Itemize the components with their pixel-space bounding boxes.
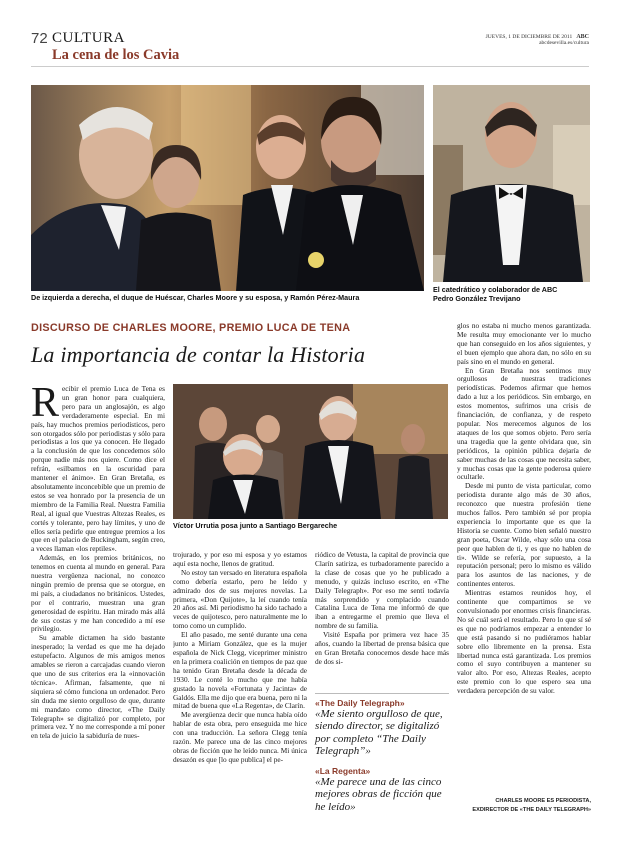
pull-quote-text: «Me siento orgulloso de que, siendo director, se digitalizó por completo “The Daily Telegraph”» <box>315 708 443 758</box>
pull-quote-text: «Me parece una de las cinco mejores obras de ficción que he leído» <box>315 776 442 813</box>
header-rule <box>31 66 589 67</box>
brand-name: ABC <box>576 34 589 40</box>
article-paragraph: No estoy tan versado en literatura española como debería estarlo, pero he leído y admirado dos de sus mejores novelas. La primera, «Don Quijote», la leí cuando tenía 20 años así. Mi periodismo ha sido tachado a veces de quijotesco, pero naturalmente me lo tomo como un cumplido. <box>173 567 307 631</box>
main-photo-caption: De izquierda a derecha, el duque de Huéscar, Charles Moore y su esposa, y Ramón Pérez-Maura <box>31 293 360 302</box>
side-photo-caption <box>433 285 593 303</box>
article-paragraph: En Gran Bretaña nos sentimos muy orgullosos de nuestras tradiciones periodísticas. Podemos afirmar que hemos dado a luz a los periódicos. Sin embargo, en estos momentos, sufrimos una crisis de financiación, de confianza, y de respeto popular. Nos merecemos algunos de los ataques de los que somos objeto. Pero sería una tragedia que la gente olvidara que, sin periódicos, la opinión pública dejaría de saber muchas de las cosas que necesita saber, y muchas cosas que la gente poderosa quiere ocultarle. <box>457 365 591 482</box>
article-headline: La importancia de contar la Historia <box>31 342 366 367</box>
article-paragraph: Visité España por primera vez hace 35 años, cuando la libertad de prensa básica que en Gran Bretaña conocemos desde hace más de dos si- <box>315 630 449 666</box>
article-column-3 <box>315 551 449 689</box>
article-paragraph: riódico de Vetusta, la capital de provincia que Clarín satiriza, es turbadoramente parecido a la clase de cosas que yo he publicado a menudo, y quizás incluso escrito, en «The Daily Telegraph». Por eso me sentí todavía más sorprendido y complacido cuando Catalina Luca de Tena me informó de que iban a entregarme el premio que lleva el nombre de su familia. <box>315 551 449 631</box>
subsection-title: La cena de los Cavia <box>52 47 180 63</box>
pull-quote-1 <box>315 698 449 758</box>
inline-photo-image <box>173 384 448 519</box>
article-paragraph: Su amable dictamen ha sido bastante inesperado; la verdad es que me ha dejado estupefacto. Algunos de mis amigos menos amables se rieron a carcajadas cuando vieron que uno de sus criterios era la «innovación técnica». Afirman, falsamente, que ni siquiera sé cómo funciona un ordenador. Pero sin duda me siento orgulloso de que, durante mi mandato como director, «The Daily Telegraph» se digitalizó por completo, por primera vez. Y no me corresponde a mí poner en tela de juicio la sabiduría de nues- <box>31 633 165 741</box>
page-number: 72 <box>31 30 48 47</box>
author-byline <box>457 797 591 815</box>
side-caption-line-2: Pedro González Trevijano <box>433 294 521 303</box>
pull-quote-label: «The Daily Telegraph» <box>315 698 405 708</box>
article-paragraph: Además, en los premios británicos, no tenemos en cuenta al mundo en general. Para nuestra vergüenza nacional, no conozco ningún premio de prensa que se otorgue, en mi país, a ciudadanos no británicos. Ustedes, por el contrario, muestran una gran generosidad de espíritu. Han mirado más allá de sus costas y me han concedido a mí ese privilegio. <box>31 553 165 634</box>
main-photo <box>31 85 424 291</box>
dateline <box>486 34 589 46</box>
article-lead-text: ecibir el premio Luca de Tena es un gran honor para cualquiera, pero para un anglosajón, es algo verdaderamente especial. En mi país, hay muchos premios periodísticos, pero son otorgados sólo por periodistas y sólo para periodistas a los que ya conocen. He llegado a la conclusión de que los concedemos sólo porque nadie más nos quiere. Como dice el refrán, «silbamos en la oscuridad para mantener el ánimo». En Gran Bretaña, es absolutamente inconcebible que un premio de estos se vea honrado por la presencia de un miembro de la Familia Real. Nuestra Familia Real, al igual que Vuestras Altezas Reales, es cortés y tolerante, pero hay límites, y uno de ellos sería pedirle que entregue premios a los que en el palacio de Buckingham, según creo, a veces llaman «los reptiles». <box>31 385 165 554</box>
article-kicker: DISCURSO DE CHARLES MOORE, PREMIO LUCA DE TENA <box>31 322 351 334</box>
side-caption-line-1: El catedrático y colaborador de ABC <box>433 285 558 294</box>
side-photo-image <box>433 85 590 282</box>
pull-quote-label: «La Regenta» <box>315 766 371 776</box>
article-paragraph: Me avergüenza decir que nunca había oído hablar de esta obra, pero enseguida me hice con una traducción. La señora Clegg tenía razón. Me parece una de las cinco mejores obras de ficción que he leído nunca. Mi única desazón es que [lo que publica] el pe- <box>173 710 307 764</box>
inline-photo <box>173 384 448 519</box>
side-photo <box>433 85 590 282</box>
byline-line-1: CHARLES MOORE ES PERIODISTA, <box>495 798 591 804</box>
article-paragraph: glos no estaba ni mucho menos garantizada. Me resulta muy emocionante ver lo mucho que han conseguido en los años siguientes, y el buen ejemplo que ahora dan, no sólo en su país sino en el mundo en general. <box>457 322 591 366</box>
web-address: abcdesevilla.es/cultura <box>539 40 589 46</box>
article-paragraph: Mientras estamos reunidos hoy, el continente que compartimos se ve convulsionado por enormes crisis financieras. No sé cuál será el resultado. Pero lo que sí sé es que no podríamos empezar a entender lo que está pasando si no pudiéramos hablar sobre ello libremente en la prensa. Esta libertad nunca está garantizada. Los premios como el suyo contribuyen a mantener su valor alto. Por eso, Altezas Reales, acepto este premio con lo que espero sea una verdadera percepción de su valor. <box>457 588 591 696</box>
article-column-4 <box>457 322 591 792</box>
article-column-1 <box>31 385 165 820</box>
article-paragraph: Desde mi punto de vista particular, como periodista durante algo más de 30 años, reconozco que nuestra profesión tiene muchos fallos. Pero también sé por propia experiencia lo importante que es que la Historia se cuente. Como bien señaló nuestro gran poeta, Oscar Wilde, «hay sólo una cosa peor que hablen de ti, y es que no hablen de ti». Wilde se refería, por supuesto, a la reputación personal; pero lo mismo es válido para los asuntos de las naciones, y de continentes enteros. <box>457 481 591 589</box>
article-column-2 <box>173 551 307 821</box>
section-title: CULTURA <box>52 30 125 46</box>
article-paragraph <box>31 385 165 554</box>
quote-separator <box>315 693 449 694</box>
inline-photo-caption: Víctor Urrutia posa junto a Santiago Bergareche <box>173 521 338 530</box>
main-photo-image <box>31 85 424 291</box>
article-paragraph: trojurado, y por eso mi esposa y yo estamos aquí esta noche, llenos de gratitud. <box>173 551 307 568</box>
byline-line-2: EXDIRECTOR DE «THE DAILY TELEGRAPH» <box>472 807 591 813</box>
drop-cap: R <box>31 385 60 426</box>
issue-date: JUEVES, 1 DE DICIEMBRE DE 2011 <box>485 34 573 40</box>
article-paragraph: El año pasado, me senté durante una cena junto a Miriam González, que es la mujer española de Nick Clegg, viceprimer ministro en la primera coalición en tiempos de paz que ha tenido Gran Bretaña desde la década de 1930. Le conté lo mucho que me había gustado la novela «Fortunata y Jacinta» de Galdós. Ella me dijo que era buena, pero ni la mitad de buena que «La Regenta», de Clarín. <box>173 630 307 711</box>
pull-quote-2 <box>315 766 449 813</box>
